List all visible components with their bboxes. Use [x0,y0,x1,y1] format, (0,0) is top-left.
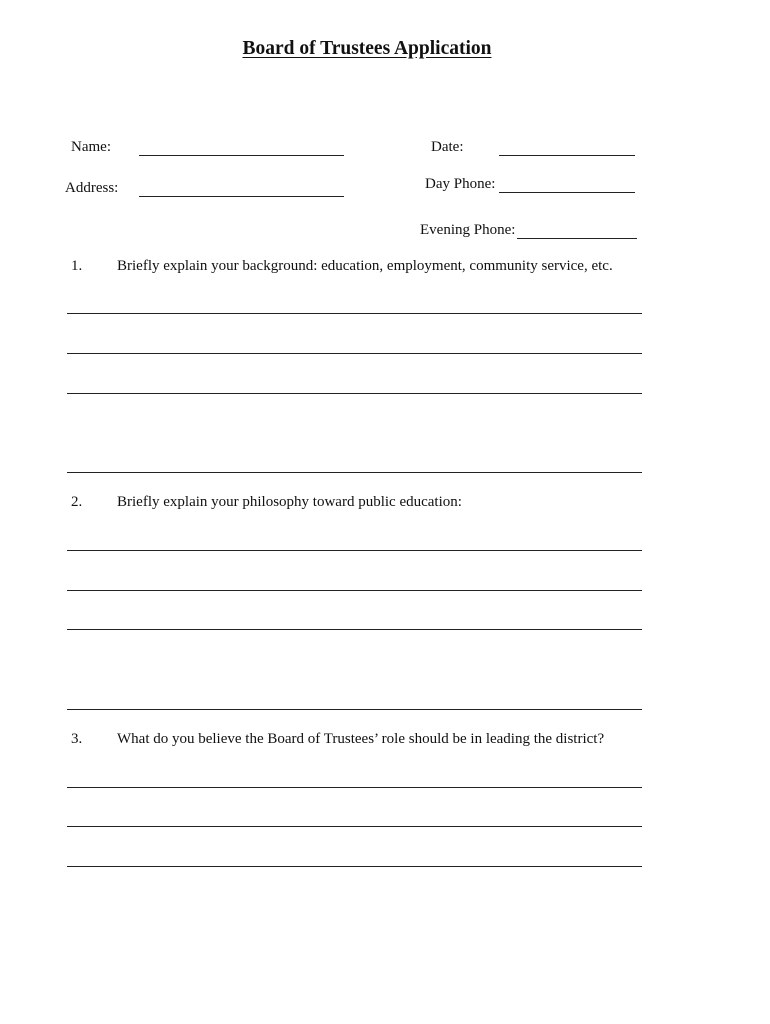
question-2-answer-line[interactable] [67,629,642,630]
question-1-number: 1. [71,258,83,274]
question-3-answer-line[interactable] [67,826,642,827]
date-field[interactable] [499,155,635,156]
evening-phone-label: Evening Phone: [420,222,516,238]
question-2-text: Briefly explain your philosophy toward public education: [117,494,462,510]
question-3-answer-line[interactable] [67,866,642,867]
name-label: Name: [71,139,111,155]
day-phone-label: Day Phone: [425,176,496,192]
question-1-answer-line[interactable] [67,313,642,314]
day-phone-field[interactable] [499,192,635,193]
address-label: Address: [65,180,119,196]
question-1-text: Briefly explain your background: education, employment, community service, etc. [117,258,613,274]
question-1-answer-line[interactable] [67,393,642,394]
page-title: Board of Trustees Application [242,38,492,59]
evening-phone-field[interactable] [517,238,637,239]
question-3-answer-line[interactable] [67,787,642,788]
name-field[interactable] [139,155,344,156]
question-2-answer-line[interactable] [67,709,642,710]
question-2-answer-line[interactable] [67,590,642,591]
question-2-answer-line[interactable] [67,550,642,551]
question-2-number: 2. [71,494,83,510]
question-1-answer-line[interactable] [67,472,642,473]
date-label: Date: [431,139,464,155]
question-3-text: What do you believe the Board of Trustees’ role should be in leading the district? [117,731,605,747]
question-1-answer-line[interactable] [67,353,642,354]
question-3-number: 3. [71,731,83,747]
address-field[interactable] [139,196,344,197]
